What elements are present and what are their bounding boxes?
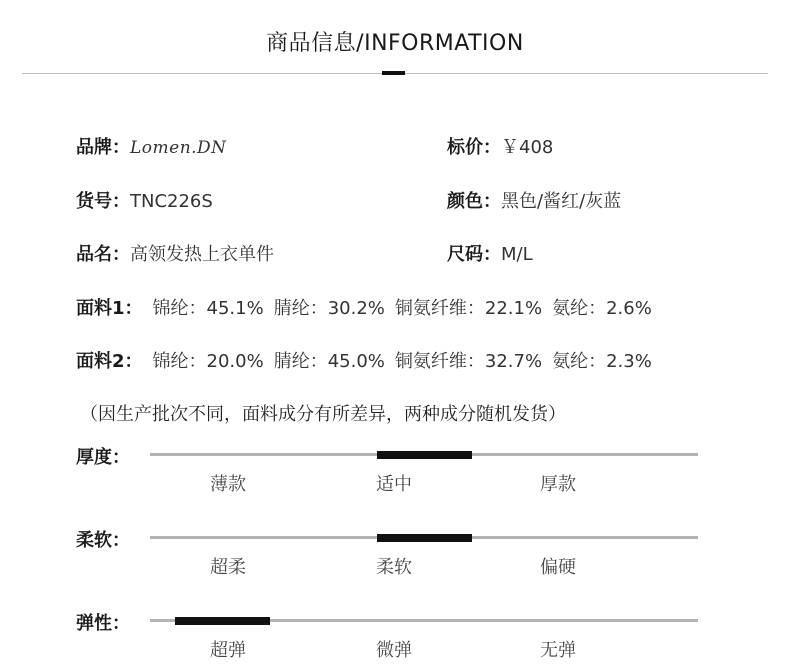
price-value: ￥408 <box>501 137 554 158</box>
sku-key: 货号： <box>76 191 130 212</box>
fabric2-item: 铜氨纤维：32.7% <box>394 351 543 372</box>
fabric1-key: 面料1： <box>76 298 143 319</box>
fabric2-row <box>76 347 652 373</box>
fabric1-item: 铜氨纤维：22.1% <box>394 298 543 319</box>
elasticity-scale-indicator <box>175 617 270 625</box>
elasticity-tick: 微弹 <box>376 640 412 661</box>
size-key: 尺码： <box>447 244 501 265</box>
fabric2-item: 腈纶：45.0% <box>273 351 385 372</box>
sku-value: TNC226S <box>130 191 213 212</box>
thickness-scale-indicator <box>377 451 472 459</box>
fabric-note: （因生产批次不同，面料成分有所差异，两种成分随机发货） <box>80 404 566 425</box>
fabric1-item: 锦纶：45.1% <box>152 298 264 319</box>
page-title: 商品信息/INFORMATION <box>266 31 524 56</box>
fabric2-key: 面料2： <box>76 351 143 372</box>
size-row <box>447 240 533 266</box>
color-value: 黑色/酱红/灰蓝 <box>501 191 622 212</box>
softness-scale-indicator <box>377 534 472 542</box>
color-key: 颜色： <box>447 191 501 212</box>
fabric2-item: 氨纶：2.3% <box>552 351 652 372</box>
sku-row <box>76 187 213 213</box>
color-row <box>447 187 621 213</box>
fabric1-item: 氨纶：2.6% <box>552 298 652 319</box>
size-value: M/L <box>501 244 533 265</box>
elasticity-label: 弹性： <box>76 613 130 634</box>
softness-label: 柔软： <box>76 530 130 551</box>
brand-logo: Lomen.DN <box>130 138 227 158</box>
title-divider-mark <box>382 71 405 75</box>
softness-tick: 偏硬 <box>540 557 576 578</box>
price-key: 标价： <box>447 137 501 158</box>
name-key: 品名： <box>76 244 130 265</box>
softness-tick: 柔软 <box>376 557 412 578</box>
softness-tick: 超柔 <box>210 557 246 578</box>
thickness-label: 厚度： <box>76 447 130 468</box>
elasticity-tick: 无弹 <box>540 640 576 661</box>
name-row <box>76 240 274 266</box>
fabric1-item: 腈纶：30.2% <box>273 298 385 319</box>
elasticity-tick: 超弹 <box>210 640 246 661</box>
name-value: 高领发热上衣单件 <box>130 244 274 265</box>
thickness-tick: 适中 <box>376 474 412 495</box>
price-row <box>447 133 553 159</box>
brand-key: 品牌： <box>76 137 130 158</box>
fabric1-row <box>76 294 652 320</box>
thickness-tick: 薄款 <box>210 474 246 495</box>
thickness-tick: 厚款 <box>540 474 576 495</box>
brand-row <box>76 133 227 159</box>
fabric2-item: 锦纶：20.0% <box>152 351 264 372</box>
